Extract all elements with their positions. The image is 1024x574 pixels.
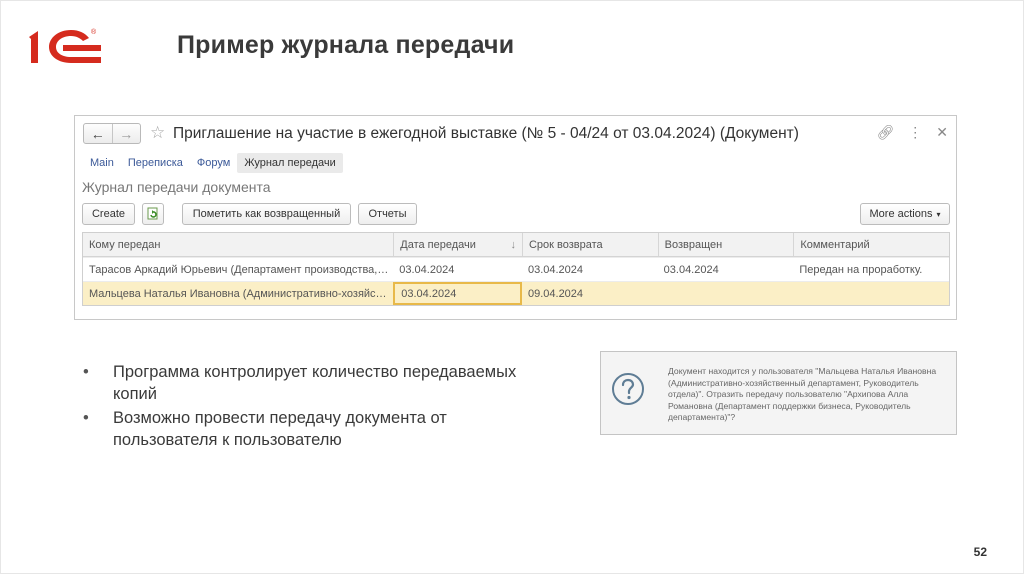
registered-mark: ®	[91, 29, 97, 36]
sort-down-icon: ↓	[510, 238, 516, 251]
reports-button[interactable]: Отчеты	[358, 203, 417, 225]
page-number: 52	[973, 545, 987, 559]
cell-return-due: 09.04.2024	[527, 287, 584, 300]
column-header-returned[interactable]: Возвращен	[658, 233, 794, 256]
confirmation-dialog	[600, 351, 957, 435]
column-header-comment[interactable]: Комментарий	[793, 233, 949, 256]
link-icon[interactable]: 🔗︎	[876, 124, 895, 140]
cell-transfer-date-focused[interactable]: 03.04.2024	[393, 282, 522, 305]
chevron-down-icon: ▾	[936, 209, 941, 219]
more-actions-label: More actions	[869, 208, 933, 220]
more-actions-button[interactable]	[860, 203, 950, 225]
cell-returned	[658, 282, 794, 305]
dialog-message: Документ находится у пользователя "Мальцева Наталья Ивановна (Административно-хозяйственный департамент, Руководитель отдела)". Отразить передачу пользователю "Архипова Алла Романовна (Департамент поддержки бизнеса, Руководитель департамента)"?	[668, 366, 937, 422]
tab-main[interactable]: Main	[90, 157, 114, 169]
cell-comment: Передан на проработку.	[799, 263, 923, 276]
column-header-label: Дата передачи	[400, 238, 476, 251]
window-controls	[876, 124, 948, 141]
cell-transfer-date: 03.04.2024	[399, 263, 455, 276]
column-header-recipient[interactable]: Кому передан	[89, 238, 161, 251]
column-header-transfer-date[interactable]	[393, 233, 522, 256]
close-icon[interactable]: ✕	[936, 124, 948, 140]
slide-title: Пример журнала передачи	[177, 31, 515, 59]
bullet-list	[83, 361, 553, 453]
cell-returned: 03.04.2024	[663, 263, 719, 276]
table-row[interactable]	[83, 257, 949, 281]
navigation-buttons	[83, 123, 141, 144]
section-title: Журнал передачи документа	[82, 179, 271, 195]
question-icon	[611, 372, 645, 406]
refresh-button[interactable]	[142, 203, 164, 225]
tab-forum[interactable]: Форум	[196, 157, 231, 169]
star-icon[interactable]: ☆	[150, 123, 166, 142]
form-tabs	[83, 152, 343, 174]
bullet-item: • Возможно провести передачу документа от пользователя к пользователю	[83, 407, 553, 451]
table-header	[83, 233, 949, 257]
bullet-item: • Программа контролирует количество передаваемых копий	[83, 361, 553, 405]
window-titlebar	[75, 116, 956, 150]
forward-button[interactable]: →	[112, 124, 141, 143]
cell-recipient: Тарасов Аркадий Юрьевич (Департамент производства,…	[89, 263, 389, 276]
document-window	[74, 115, 957, 320]
mark-returned-button[interactable]: Пометить как возвращенный	[182, 203, 351, 225]
tab-correspondence[interactable]: Переписка	[127, 157, 183, 169]
create-button[interactable]: Create	[82, 203, 135, 225]
cell-return-due: 03.04.2024	[527, 263, 584, 276]
back-button[interactable]: ←	[90, 125, 105, 142]
refresh-icon	[146, 207, 160, 221]
transfer-log-table	[82, 232, 950, 306]
document-title: Приглашение на участие в ежегодной выставке (№ 5 - 04/24 от 03.04.2024) (Документ)	[173, 125, 799, 142]
toolbar	[82, 203, 950, 227]
column-header-return-due[interactable]: Срок возврата	[522, 233, 658, 256]
more-vertical-icon[interactable]: ⋮	[908, 124, 923, 140]
tab-transfer-log[interactable]: Журнал передачи	[237, 153, 342, 173]
table-row-selected[interactable]	[83, 281, 949, 305]
cell-recipient: Мальцева Наталья Ивановна (Административно-хозяйс…	[89, 287, 387, 300]
cell-comment	[793, 282, 949, 305]
1c-logo	[27, 25, 103, 67]
